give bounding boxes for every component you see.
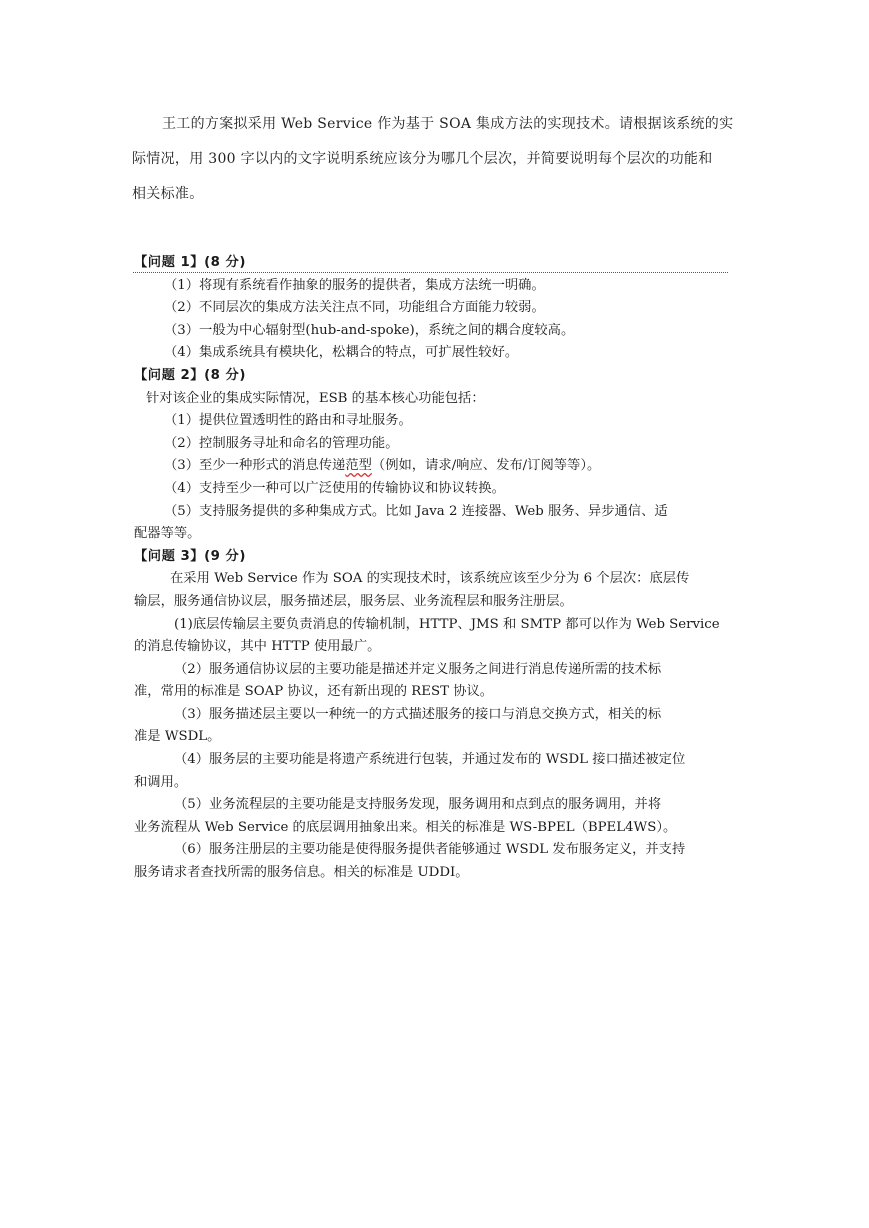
q1-item: （3）一般为中心辐射型(hub-and-spoke)，系统之间的耦合度较高。 <box>164 322 575 338</box>
q3-paragraph-line: (1)底层传输层主要负责消息的传输机制，HTTP、JMS 和 SMTP 都可以作为 Web Service <box>174 616 720 632</box>
q2-item-continuation: 配器等等。 <box>134 526 201 542</box>
q2-item3-spellcheck-word: 范型 <box>345 458 372 474</box>
q3-paragraph-line: （2）服务通信协议层的主要功能是描述并定义服务之间进行消息传递所需的技术标 <box>174 661 662 677</box>
intro-line: 相关标准。 <box>132 186 204 202</box>
q1-item: （4）集成系统具有模块化，松耦合的特点，可扩展性较好。 <box>164 345 519 361</box>
q1-heading: 【问题 1】(8 分) <box>134 255 246 270</box>
q3-paragraph-line: （5）业务流程层的主要功能是支持服务发现，服务调用和点到点的服务调用，并将 <box>174 797 662 813</box>
question-intro-paragraph <box>132 107 738 212</box>
q2-item: （2）控制服务寻址和命名的管理功能。 <box>164 435 399 451</box>
q3-paragraph-line: 准是 WSDL。 <box>134 729 221 745</box>
q2-item: （1）提供位置透明性的路由和寻址服务。 <box>164 413 412 429</box>
intro-line: 际情况，用 300 字以内的文字说明系统应该分为哪几个层次，并简要说明每个层次的功能和 <box>132 151 713 167</box>
q2-item: （5）支持服务提供的多种集成方式。比如 Java 2 连接器、Web 服务、异步通信、适 <box>164 503 668 519</box>
q3-paragraph-line: 准，常用的标准是 SOAP 协议，还有新出现的 REST 协议。 <box>134 684 494 700</box>
q3-paragraph-line: 服务请求者查找所需的服务信息。相关的标准是 UDDI。 <box>134 865 469 881</box>
q3-paragraph-line: 输层，服务通信协议层，服务描述层，服务层、业务流程层和服务注册层。 <box>134 593 573 609</box>
q2-item <box>134 455 730 478</box>
q2-item3-part-c: （例如，请求/响应、发布/订阅等等）。 <box>371 458 601 474</box>
q2-item3-part-a: （3）至少一种形式的消息传递 <box>164 458 346 474</box>
q3-paragraph-line: （6）服务注册层的主要功能是使得服务提供者能够通过 WSDL 发布服务定义，并支持 <box>174 842 686 858</box>
q3-paragraph-line: （3）服务描述层主要以一种统一的方式描述服务的接口与消息交换方式，相关的标 <box>174 706 662 722</box>
q3-paragraph-line: 和调用。 <box>134 774 188 790</box>
q2-item: （4）支持至少一种可以广泛使用的传输协议和协议转换。 <box>164 480 505 496</box>
q1-item: （2）不同层次的集成方法关注点不同，功能组合方面能力较弱。 <box>164 300 545 316</box>
q3-paragraph-line: 业务流程从 Web Service 的底层调用抽象出来。相关的标准是 WS-BPEL（BPEL4WS）。 <box>134 819 677 835</box>
q3-paragraph-line: （4）服务层的主要功能是将遗产系统进行包装，并通过发布的 WSDL 接口描述被定位 <box>174 752 686 768</box>
q3-paragraph-line: 在采用 Web Service 作为 SOA 的实现技术时，该系统应该至少分为 6 个层次：底层传 <box>170 571 690 587</box>
intro-line: 王工的方案拟采用 Web Service 作为基于 SOA 集成方法的实现技术。请根据该系统的实 <box>162 116 734 132</box>
q2-heading: 【问题 2】(8 分) <box>134 367 246 383</box>
q2-intro: 针对该企业的集成实际情况，ESB 的基本核心功能包括： <box>146 390 485 406</box>
q3-paragraph-line: 的消息传输协议，其中 HTTP 使用最广。 <box>134 639 381 655</box>
q1-item: （1）将现有系统看作抽象的服务的提供者，集成方法统一明确。 <box>164 277 545 293</box>
answer-section <box>134 252 730 885</box>
q3-heading: 【问题 3】(9 分) <box>134 548 246 564</box>
